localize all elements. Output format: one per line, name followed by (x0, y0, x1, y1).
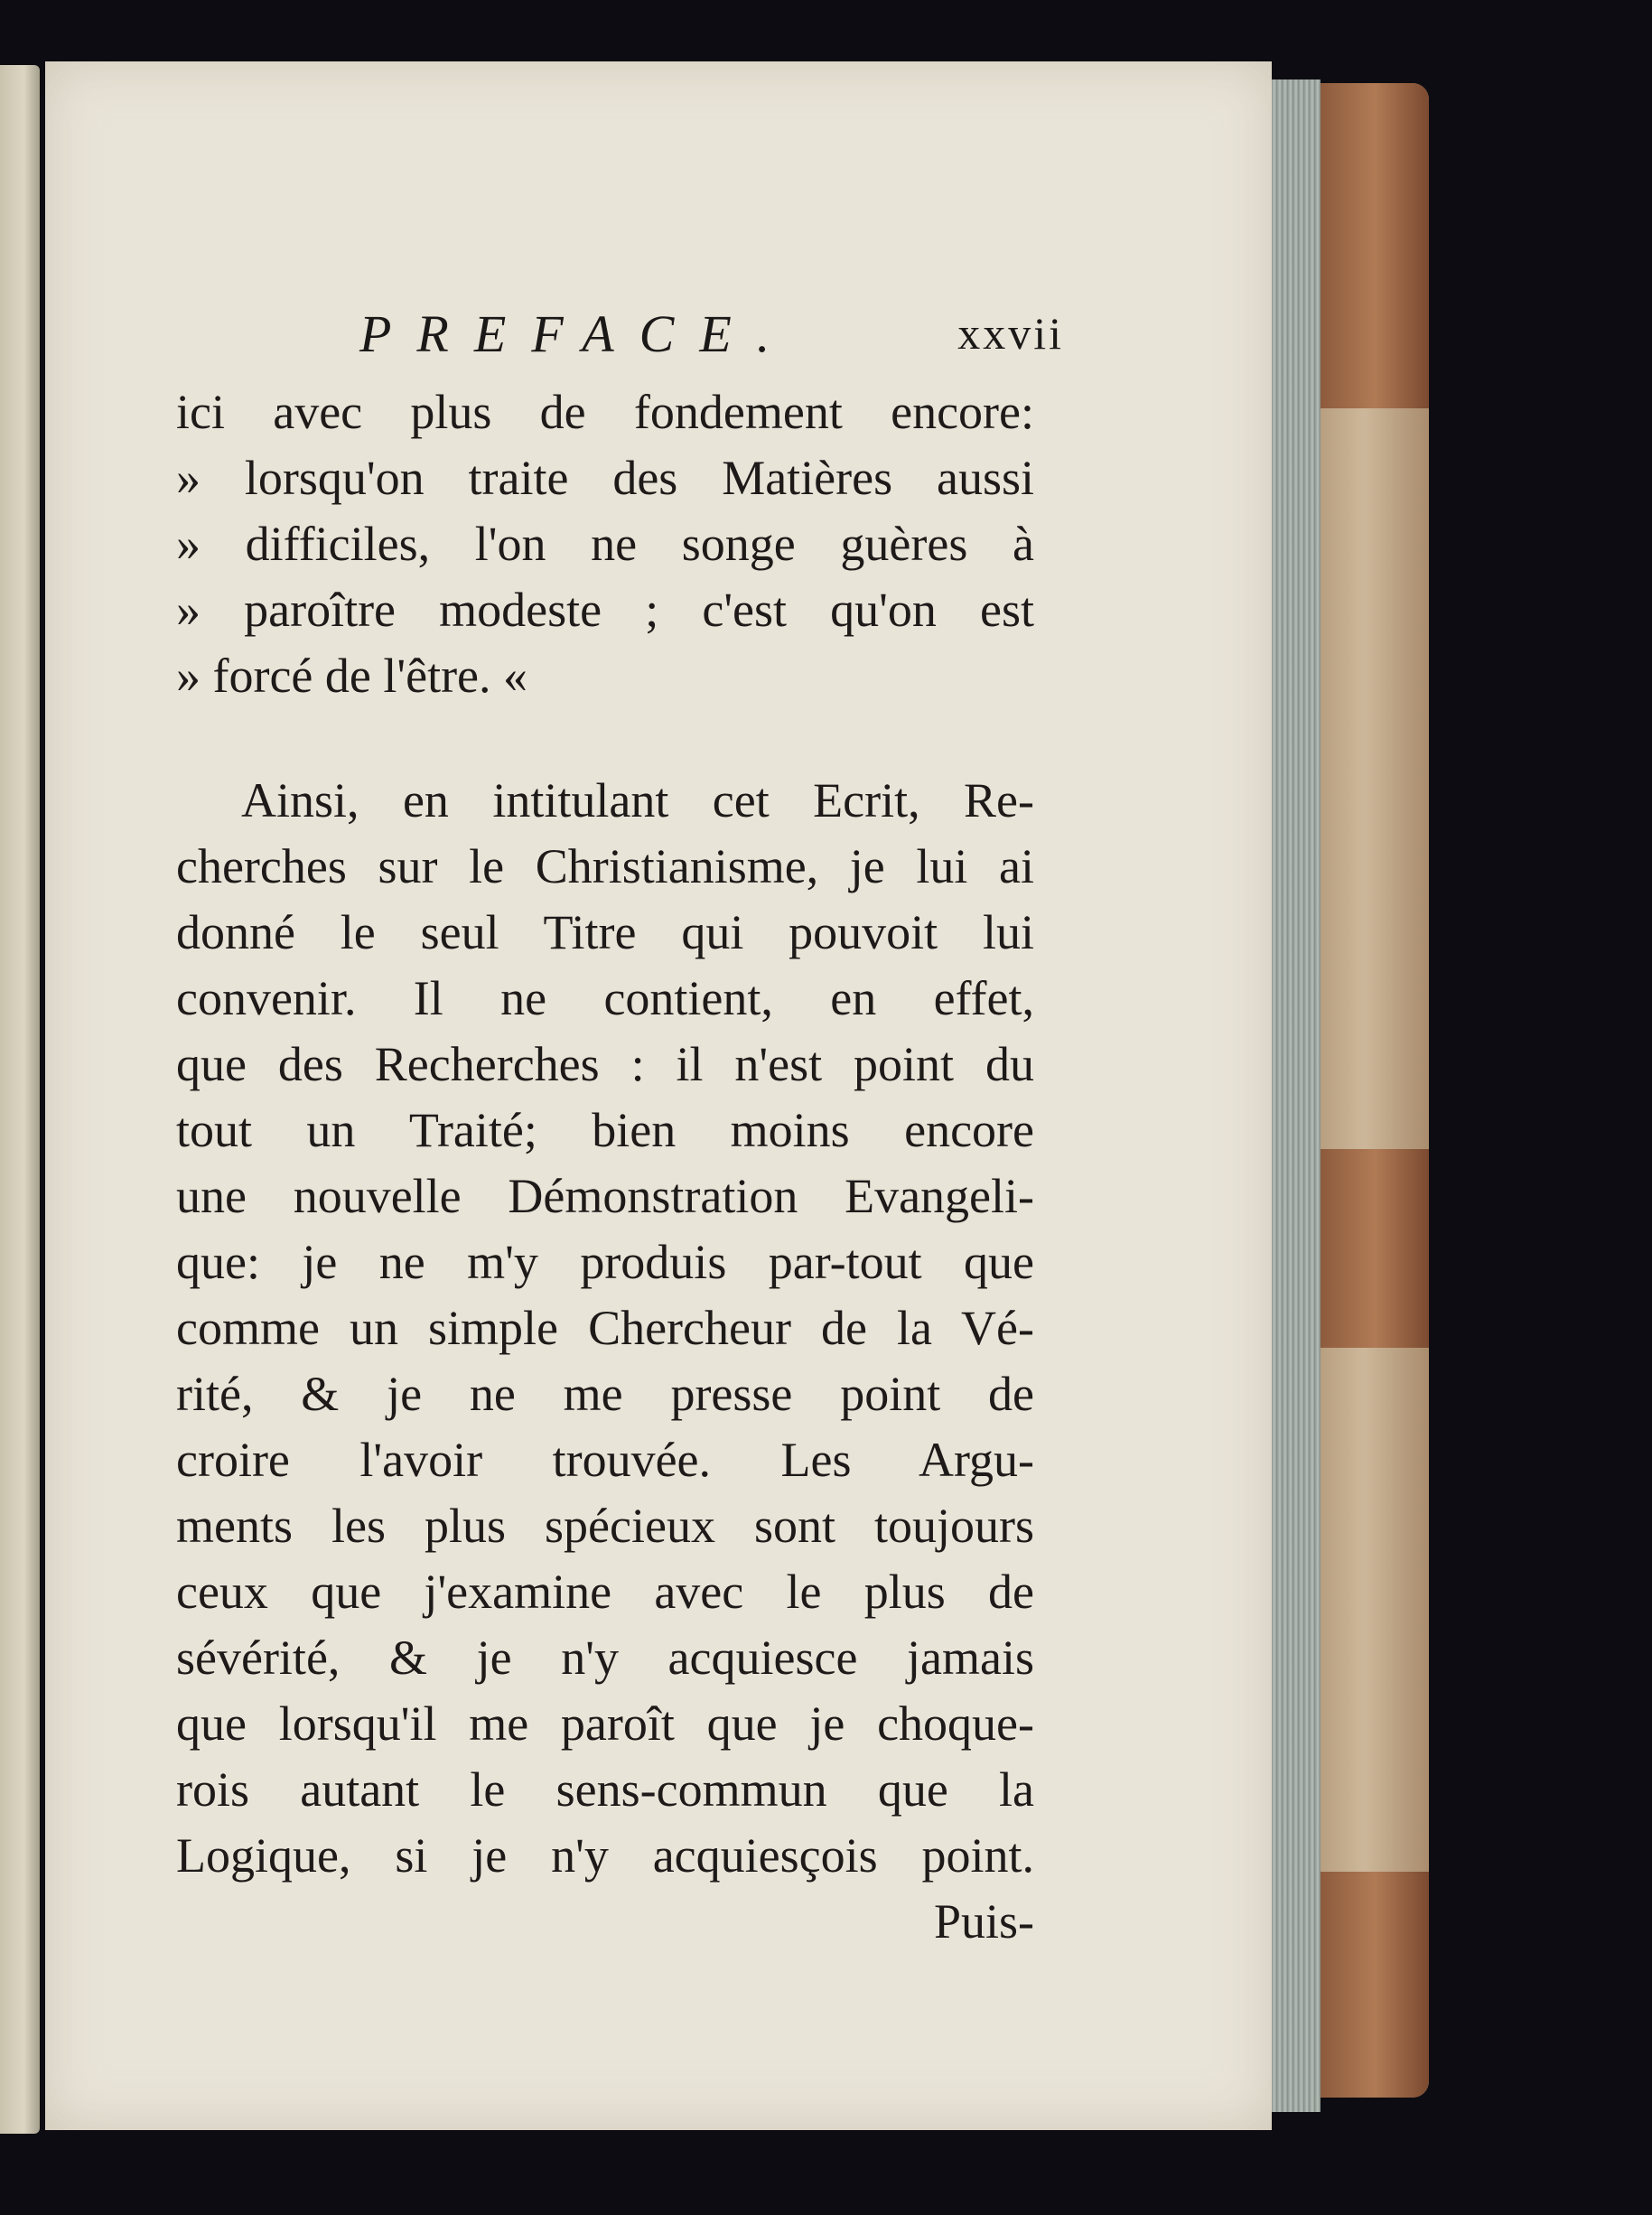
text-line: donné le seul Titre qui pouvoit lui (176, 905, 1034, 959)
text-line: rité, & je ne me presse point de (176, 1367, 1034, 1421)
running-title: PREFACE. (359, 304, 796, 363)
facing-page-edge (0, 65, 40, 2134)
text-line: » paroître modeste ; c'est qu'on est (176, 583, 1034, 637)
text-line: que des Recherches : il n'est point du (176, 1037, 1034, 1091)
text-line: comme un simple Chercheur de la Vé- (176, 1301, 1034, 1355)
book-binding (1321, 83, 1429, 2098)
catchword: Puis- (933, 1894, 1034, 1949)
text-line: que: je ne m'y produis par-tout que (176, 1235, 1034, 1289)
text-line: » difficiles, l'on ne songe guères à (176, 517, 1034, 571)
text-line: tout un Traité; bien moins encore (176, 1103, 1034, 1157)
text-line: cherches sur le Christianisme, je lui ai (176, 839, 1034, 893)
text-line: ments les plus spécieux sont toujours (176, 1499, 1034, 1553)
text-line: ceux que j'examine avec le plus de (176, 1565, 1034, 1619)
text-line: une nouvelle Démonstration Evangeli- (176, 1169, 1034, 1223)
page-edges (1272, 79, 1321, 2112)
binding-leather-band (1321, 1149, 1429, 1348)
text-line: convenir. Il ne contient, en effet, (176, 971, 1034, 1025)
text-line: Ainsi, en intitulant cet Ecrit, Re- (241, 773, 1034, 827)
text-line: que lorsqu'il me paroît que je choque- (176, 1696, 1034, 1751)
text-line: ici avec plus de fondement encore: (176, 385, 1034, 439)
page-number: xxvii (957, 308, 1064, 359)
binding-leather-band (1321, 1872, 1429, 2098)
text-line: croire l'avoir trouvée. Les Argu- (176, 1433, 1034, 1487)
text-line: rois autant le sens-commun que la (176, 1762, 1034, 1817)
running-header (359, 304, 1064, 376)
binding-leather-band (1321, 83, 1429, 408)
text-line: sévérité, & je n'y acquiesce jamais (176, 1631, 1034, 1685)
text-line: Logique, si je n'y acquiesçois point. (176, 1828, 1034, 1883)
text-line: » forcé de l'être. « (176, 649, 528, 703)
text-line: » lorsqu'on traite des Matières aussi (176, 451, 1034, 505)
